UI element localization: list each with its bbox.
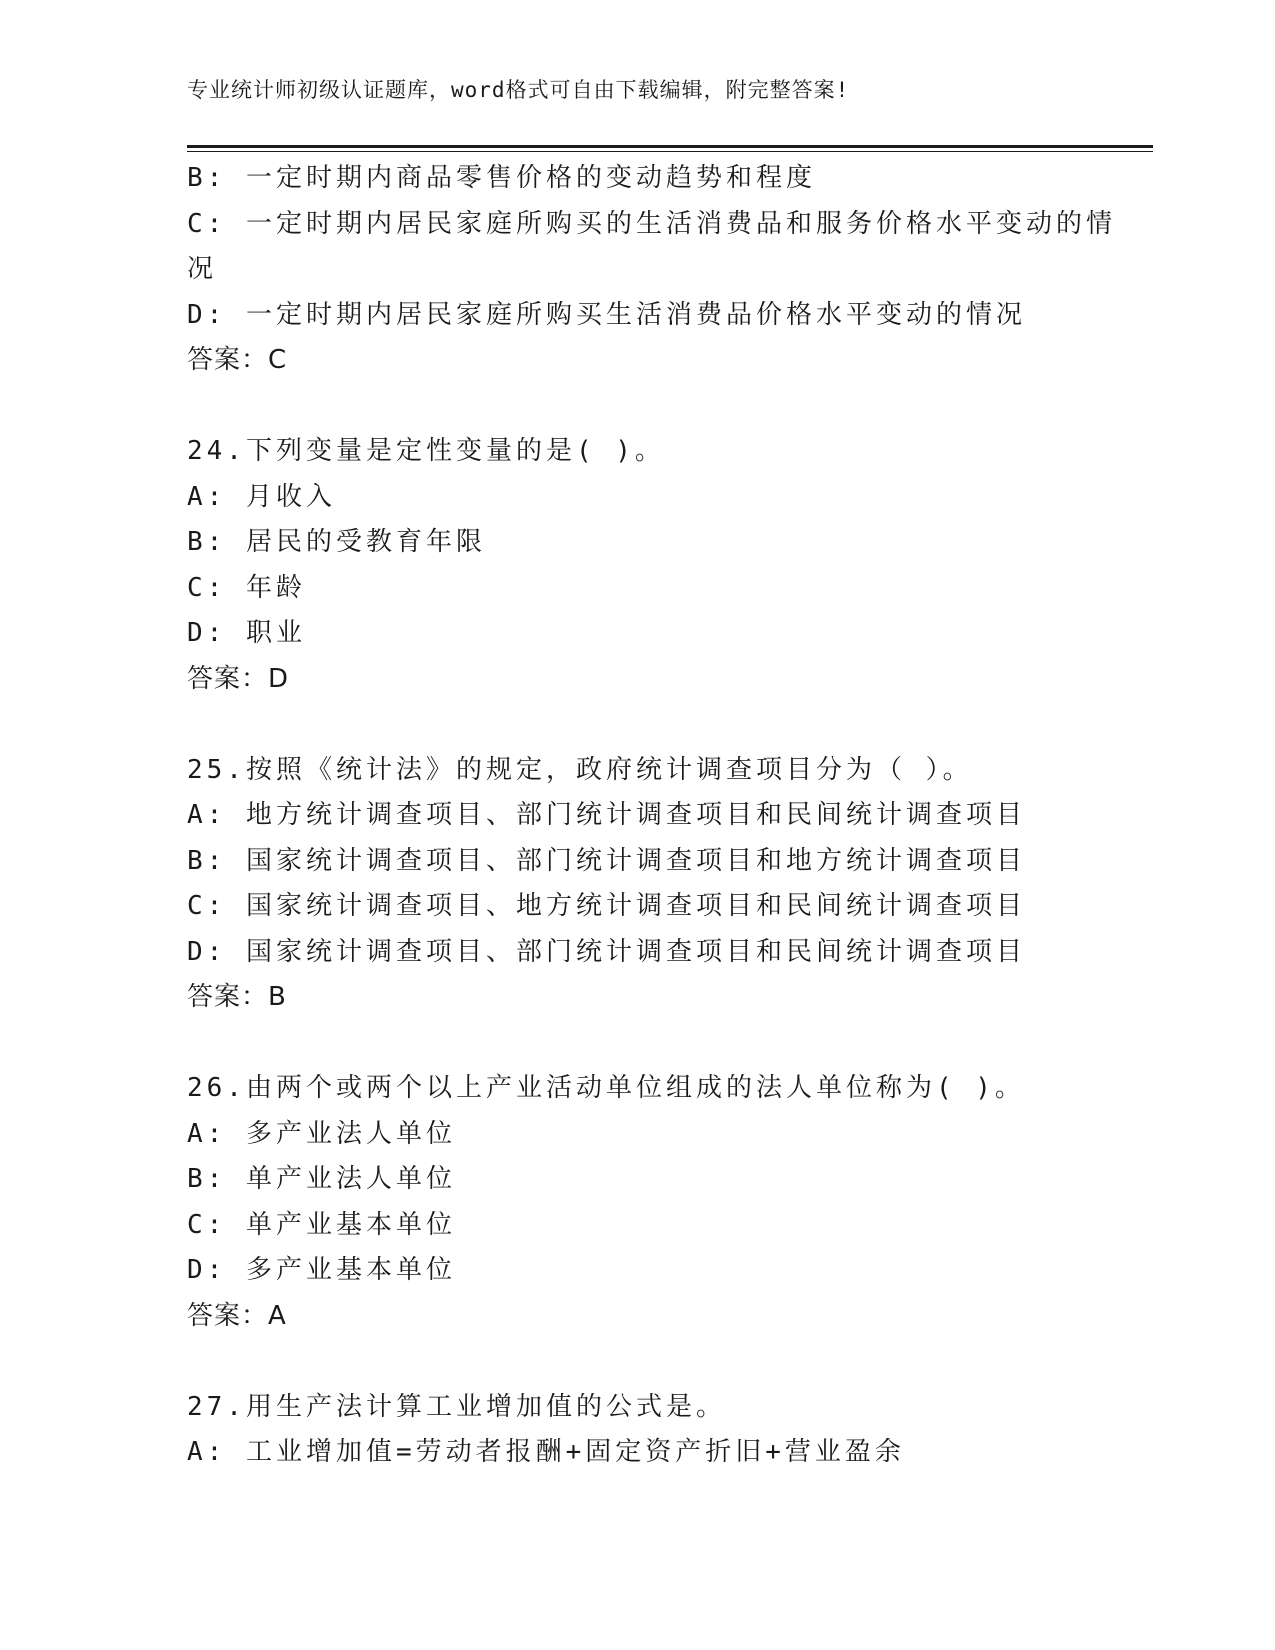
q25-option-a: A: 地方统计调查项目、部门统计调查项目和民间统计调查项目	[187, 800, 1026, 830]
q26-option-a: A: 多产业法人单位	[187, 1118, 456, 1149]
spacer	[187, 1339, 1087, 1385]
q26-option-d: D: 多产业基本单位	[187, 1255, 456, 1285]
spacer	[187, 702, 1087, 748]
page-header: 专业统计师初级认证题库，word格式可自由下载编辑，附完整答案!	[187, 78, 850, 102]
q24-option-b: B: 居民的受教育年限	[187, 527, 486, 557]
q23-option-d: D: 一定时期内居民家庭所购买生活消费品价格水平变动的情况	[187, 299, 1026, 330]
question-content	[187, 156, 1116, 1476]
q25-option-c: C: 国家统计调查项目、地方统计调查项目和民间统计调查项目	[187, 891, 1026, 921]
q24-option-c: C: 年龄	[187, 572, 306, 603]
header-rule-thin	[187, 151, 1153, 152]
q23-answer: 答案：C	[187, 345, 288, 375]
q25-question: 25.按照《统计法》的规定，政府统计调查项目分为（ ）。	[187, 754, 973, 785]
q26-option-b: B: 单产业法人单位	[187, 1164, 456, 1194]
q24-option-a: A: 月收入	[187, 481, 336, 512]
q26-question: 26.由两个或两个以上产业活动单位组成的法人单位称为( )。	[187, 1073, 1025, 1103]
q24-answer: 答案：D	[187, 663, 290, 694]
q25-option-b: B: 国家统计调查项目、部门统计调查项目和地方统计调查项目	[187, 845, 1026, 876]
q26-answer: 答案：A	[187, 1300, 287, 1331]
spacer	[187, 1021, 1087, 1067]
q25-option-d: D: 国家统计调查项目、部门统计调查项目和民间统计调查项目	[187, 936, 1026, 967]
q23-option-c-continued: 况	[187, 254, 218, 284]
q25-answer: 答案：B	[187, 982, 287, 1012]
q23-option-c: C: 一定时期内居民家庭所购买的生活消费品和服务价格水平变动的情	[187, 208, 1116, 239]
q26-option-c: C: 单产业基本单位	[187, 1209, 456, 1240]
q24-question: 24.下列变量是定性变量的是( )。	[187, 436, 665, 466]
header-rule-thick	[187, 145, 1153, 148]
q27-option-a: A: 工业增加值=劳动者报酬+固定资产折旧+营业盈余	[187, 1437, 905, 1467]
q24-option-d: D: 职业	[187, 618, 306, 648]
q23-option-b: B: 一定时期内商品零售价格的变动趋势和程度	[187, 163, 816, 193]
q27-question: 27.用生产法计算工业增加值的公式是。	[187, 1391, 726, 1422]
spacer	[187, 384, 1087, 430]
